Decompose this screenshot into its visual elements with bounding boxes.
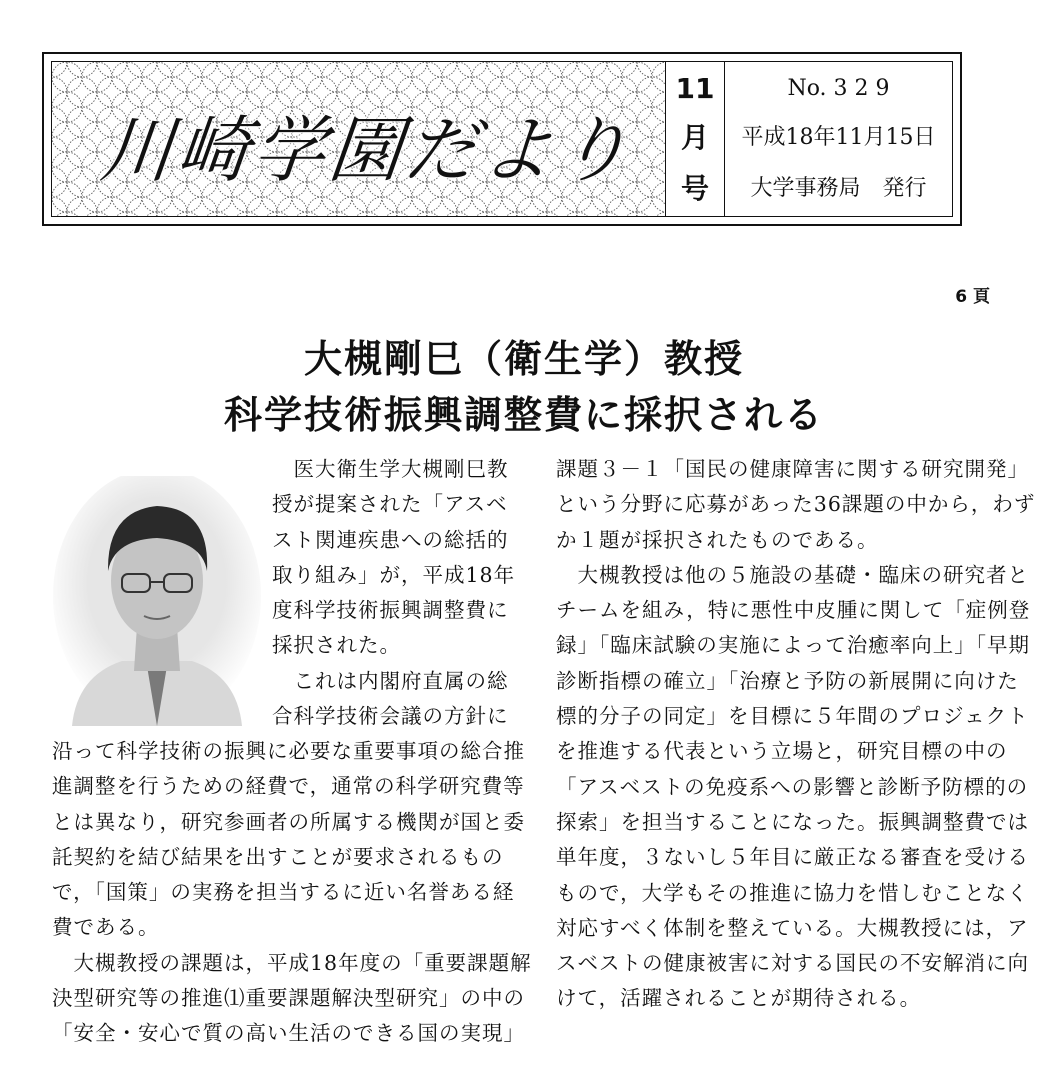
issue-date: 平成18年11月15日 [741,125,936,151]
article-line: 進調整を行うための経費で，通常の科学研究費等 [52,774,525,799]
article-line: 単年度，３ないし５年目に厳正なる審査を受ける [556,845,1029,870]
article-right-column [556,452,1035,1017]
issue-month-number: 11 [675,71,715,105]
article-line: これは内閣府直属の総 [272,668,509,693]
article-line: という分野に応募があった36課題の中から，わず [556,492,1036,517]
article-line: 診断指標の確立」「治療と予防の新展開に向けた [556,668,1019,693]
page-number: 6 頁 [955,287,990,307]
article-line: チームを組み，特に悪性中皮腫に関して「症例登 [556,598,1031,623]
article-line: 対応すべく体制を整えている。大槻教授には，ア [556,915,1029,940]
article-line: 授が提案された「アスベ [272,492,508,517]
portrait-photo [52,476,262,726]
headline-line-1: 大槻剛巳（衛生学）教授 [303,337,744,381]
article-line: か１題が採択されたものである。 [556,527,879,552]
article-line: スト関連疾患への総括的 [272,527,509,552]
issue-month-suffix: 号 [680,171,709,205]
article-line: 医大衛生学大槻剛巳教 [272,457,509,481]
issue-month-unit: 月 [680,120,709,154]
article-line: 大槻教授の課題は，平成18年度の「重要課題解 [52,950,532,975]
article-line: 「安全・安心で質の高い生活のできる国の実現」 [52,1021,525,1046]
issue-month [666,62,725,216]
article-line: 決型研究等の推進⑴重要課題解決型研究」の中の [52,986,525,1011]
article-line: もので，大学もその推進に協力を惜しむことなく [556,880,1029,905]
article-line: を推進する代表という立場と，研究目標の中の [556,739,1008,764]
masthead-frame [51,61,953,217]
newsletter-title: 川崎学園だより [96,108,638,192]
article-line: けて，活躍されることが期待される。 [556,986,922,1011]
article-line: 取り組み」が，平成18年 [272,562,516,587]
article-line: で，「国策」の実務を担当するに近い名誉ある経 [52,880,515,905]
article-line: 合科学技術会議の方針に [272,704,509,729]
masthead [42,52,962,226]
article-line: 「アスベストの免疫系への影響と診断予防標的の [556,774,1029,799]
masthead-logo [52,62,666,216]
article-line: とは異なり，研究参画者の所属する機関が国と委 [52,809,525,834]
article-line: 託契約を結び結果を出すことが要求されるもの [52,844,504,869]
article-line: 探索」を担当することになった。振興調整費では [556,809,1029,834]
article-line: 沿って科学技術の振興に必要な重要事項の総合推 [52,739,525,763]
article-line: 標的分子の同定」を目標に５年間のプロジェクト [556,704,1029,729]
article-line: 大槻教授は他の５施設の基礎・臨床の研究者と [556,562,1029,587]
issue-info [725,62,952,216]
article-line: 度科学技術振興調整費に [272,598,509,623]
article-line: 採択された。 [272,633,401,658]
article-line: 課題３－１「国民の健康障害に関する研究開発」 [556,457,1029,481]
headline-line-2: 科学技術振興調整費に採択される [223,393,824,437]
article-line: スベストの健康被害に対する国民の不安解消に向 [556,951,1029,976]
article-line: 録」「臨床試験の実施によって治癒率向上」「早期 [556,633,1030,658]
article-line: 費である。 [52,915,160,940]
issue-number: No. 3 2 9 [787,75,890,101]
article-left-column [52,734,532,1052]
article-intro [272,452,515,734]
issue-publisher: 大学事務局 発行 [750,176,927,202]
